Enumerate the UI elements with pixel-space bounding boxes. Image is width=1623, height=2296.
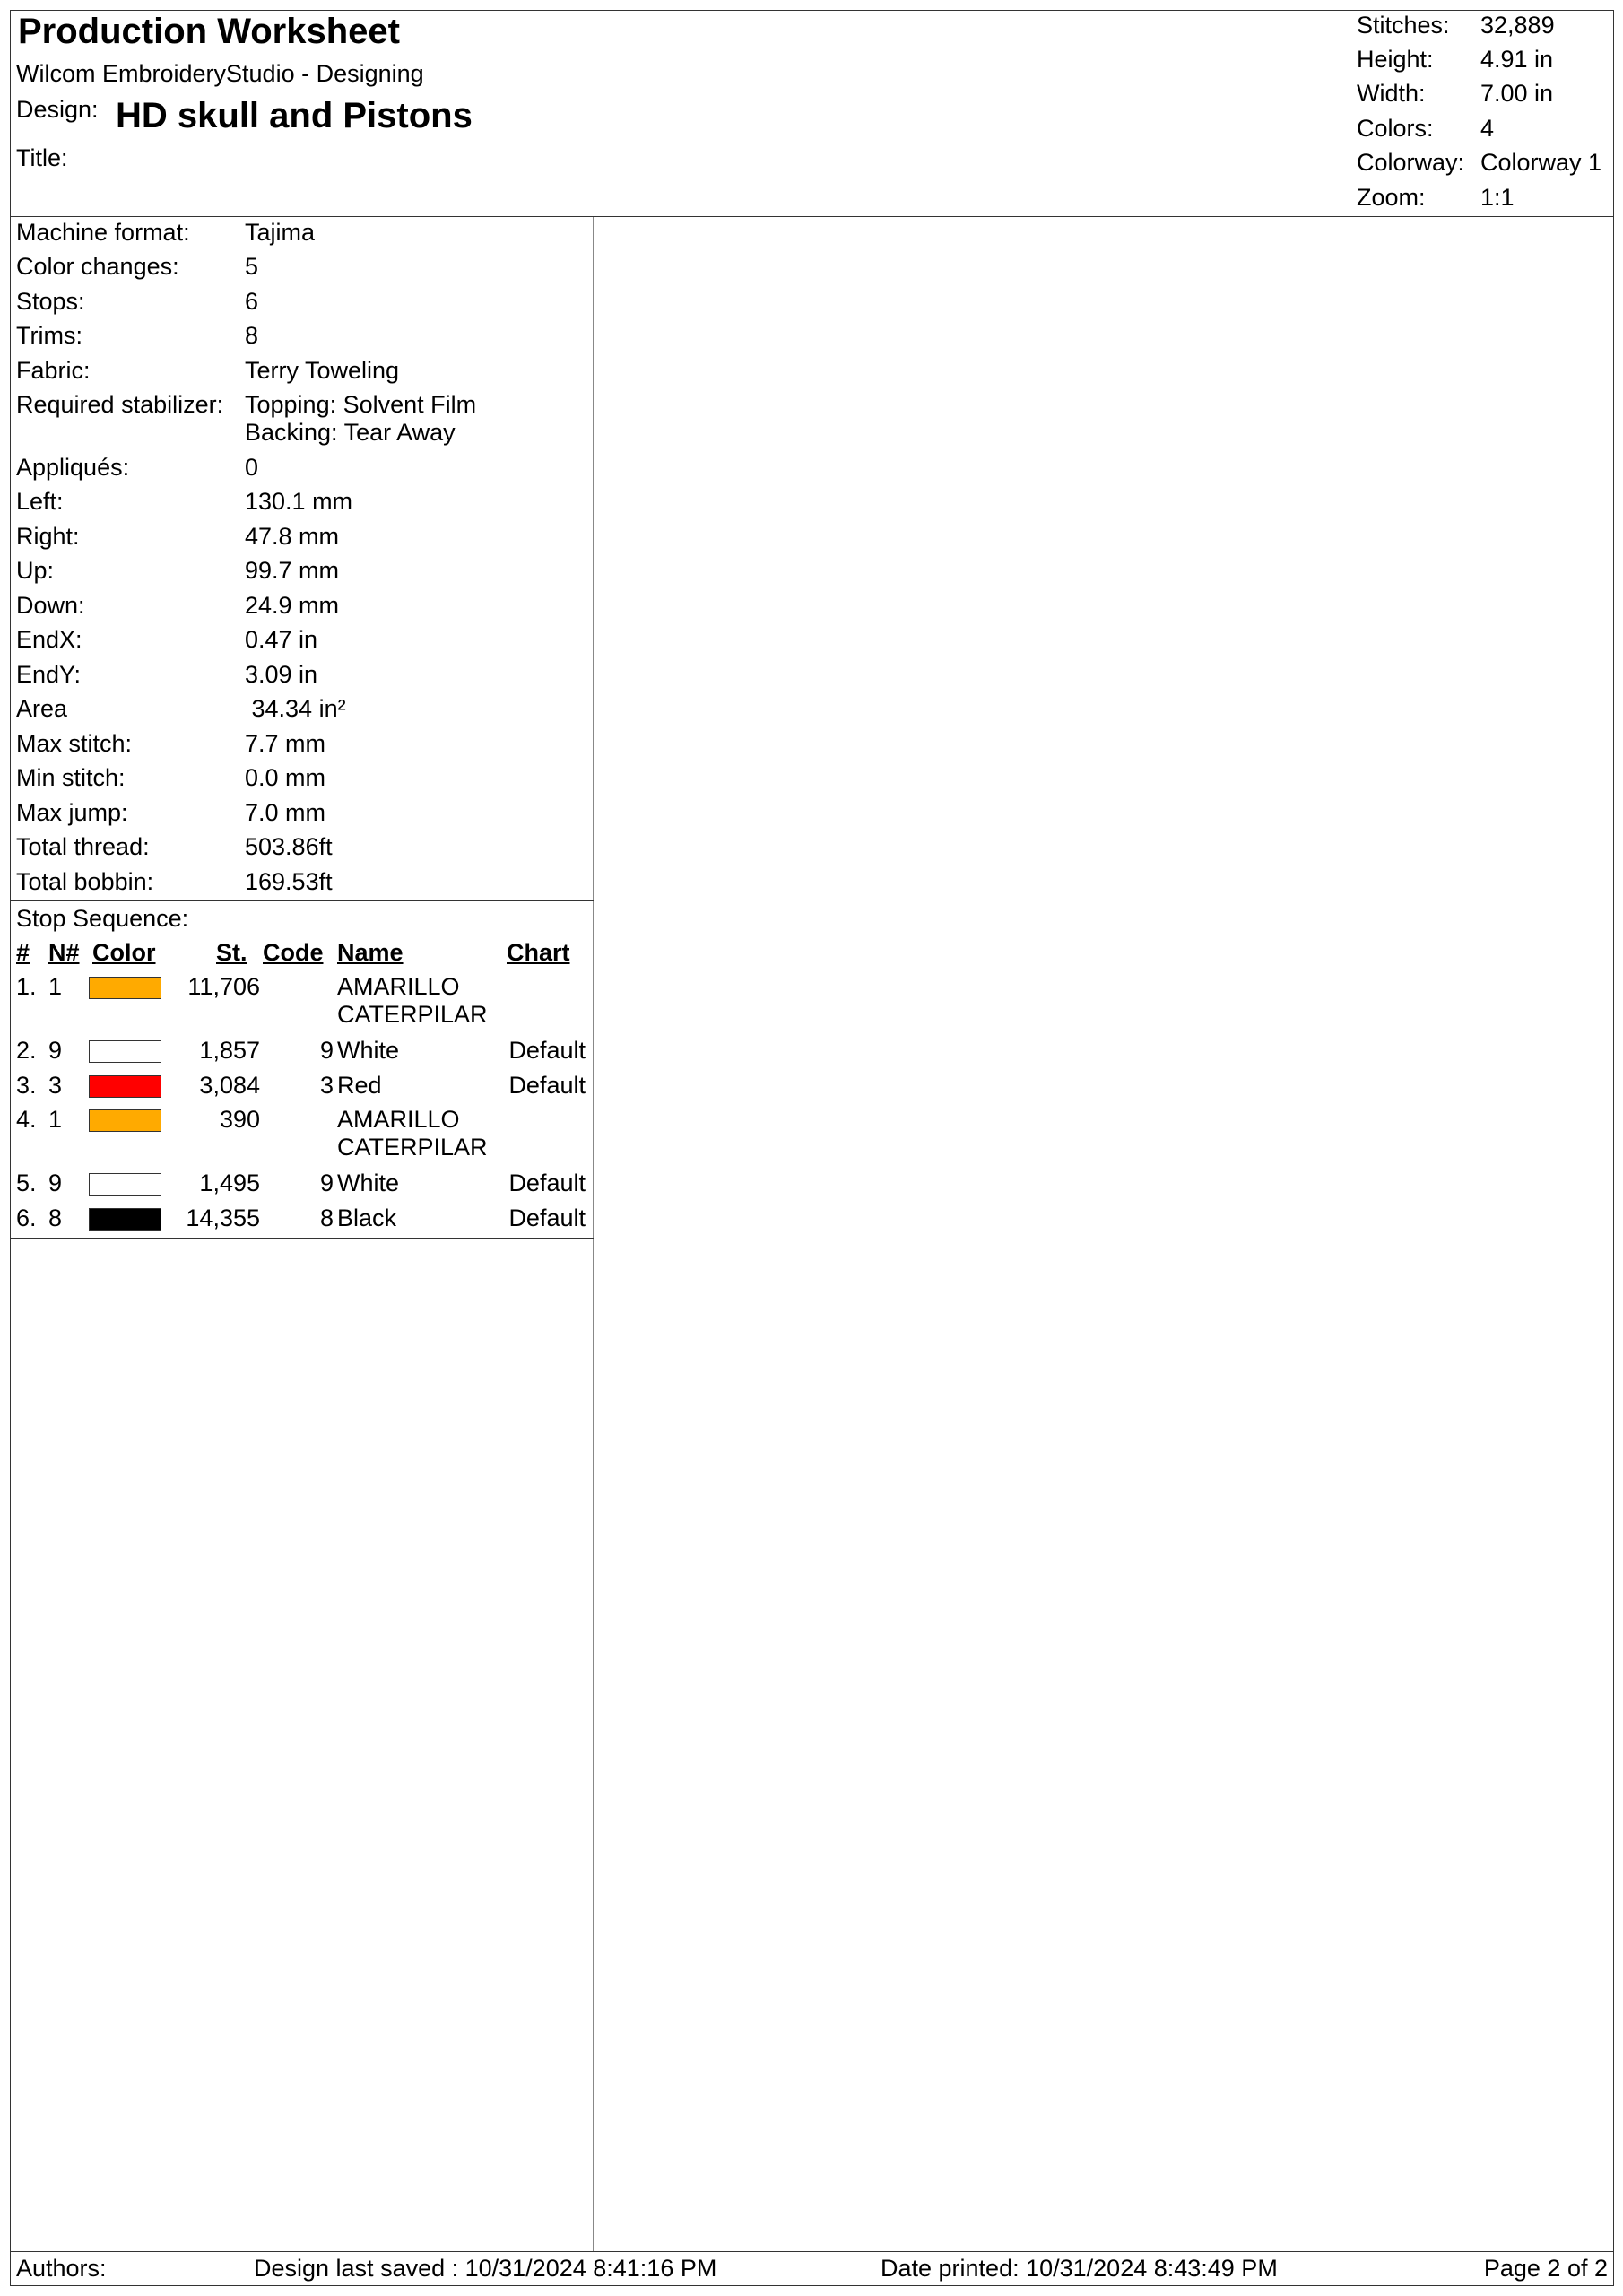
stat-label: Height: bbox=[1357, 46, 1434, 73]
prop-value: 503.86ft bbox=[245, 833, 333, 860]
stop-number: 5. bbox=[16, 1170, 37, 1196]
thread-name-line2: CATERPILAR bbox=[337, 1001, 488, 1028]
needle-number: 9 bbox=[48, 1170, 63, 1196]
stitch-count: 14,355 bbox=[186, 1205, 260, 1231]
stat-value: Colorway 1 bbox=[1480, 149, 1602, 176]
stat-label: Colors: bbox=[1357, 115, 1434, 142]
page-title: Production Worksheet bbox=[18, 12, 400, 51]
stat-label: Zoom: bbox=[1357, 184, 1426, 211]
prop-label: Color changes: bbox=[16, 253, 179, 280]
stop-number: 1. bbox=[16, 973, 37, 1000]
col-header-name: Name bbox=[337, 939, 404, 966]
title-label: Title: bbox=[16, 144, 68, 171]
thread-code: 8 bbox=[319, 1205, 334, 1231]
stop-number: 3. bbox=[16, 1072, 37, 1099]
stat-value: 1:1 bbox=[1480, 184, 1515, 211]
stat-value: 4 bbox=[1480, 115, 1495, 142]
thread-code: 3 bbox=[319, 1072, 334, 1099]
prop-value: 99.7 mm bbox=[245, 557, 340, 584]
worksheet-header bbox=[10, 10, 1614, 217]
thread-chart: Default bbox=[508, 1205, 586, 1231]
design-label: Design: bbox=[16, 96, 99, 123]
prop-value: 5 bbox=[245, 253, 259, 280]
thread-chart: Default bbox=[508, 1037, 586, 1064]
stat-zoom bbox=[1350, 182, 1615, 216]
prop-value: 3.09 in bbox=[245, 661, 318, 688]
prop-label: Area bbox=[16, 695, 68, 722]
stitch-count: 1,495 bbox=[199, 1170, 260, 1196]
thread-name: AMARILLO bbox=[337, 1106, 460, 1133]
col-header-stitches: St. bbox=[216, 939, 247, 966]
stitch-count: 11,706 bbox=[187, 973, 260, 1000]
stat-label: Colorway: bbox=[1357, 149, 1465, 176]
col-header-needle: N# bbox=[48, 939, 80, 966]
thread-chart: Default bbox=[508, 1072, 586, 1099]
prop-label: Total thread: bbox=[16, 833, 150, 860]
stop-sequence-title: Stop Sequence: bbox=[16, 905, 189, 932]
stitch-count: 390 bbox=[219, 1106, 260, 1133]
col-header-chart: Chart bbox=[507, 939, 570, 966]
prop-value: 0.47 in bbox=[245, 626, 318, 653]
prop-value: 8 bbox=[245, 322, 259, 349]
stat-value: 7.00 in bbox=[1480, 80, 1554, 107]
design-name: HD skull and Pistons bbox=[116, 96, 473, 135]
stat-label: Width: bbox=[1357, 80, 1426, 107]
col-header-code: Code bbox=[263, 939, 324, 966]
prop-label: Right: bbox=[16, 523, 80, 550]
stat-value: 4.91 in bbox=[1480, 46, 1554, 73]
thread-name: AMARILLO bbox=[337, 973, 460, 1000]
date-printed: Date printed: 10/31/2024 8:43:49 PM bbox=[881, 2255, 1278, 2282]
last-saved: Design last saved : 10/31/2024 8:41:16 PM bbox=[254, 2255, 717, 2282]
thread-name: White bbox=[337, 1170, 400, 1196]
prop-label: Machine format: bbox=[16, 219, 190, 246]
prop-label: Appliqués: bbox=[16, 454, 130, 481]
prop-value: 7.7 mm bbox=[245, 730, 326, 757]
prop-value: Tajima bbox=[245, 219, 316, 246]
prop-label: Left: bbox=[16, 488, 64, 515]
prop-label: Required stabilizer: bbox=[16, 391, 224, 418]
prop-value: 34.34 in² bbox=[245, 695, 346, 722]
prop-value-secondary: Backing: Tear Away bbox=[245, 419, 456, 446]
prop-label: Max stitch: bbox=[16, 730, 133, 757]
stat-value: 32,889 bbox=[1480, 12, 1555, 39]
prop-label: Fabric: bbox=[16, 357, 91, 384]
color-swatch bbox=[89, 1208, 161, 1231]
needle-number: 1 bbox=[48, 973, 63, 1000]
stat-label: Stitches: bbox=[1357, 12, 1450, 39]
machine-properties bbox=[10, 217, 594, 901]
color-swatch bbox=[89, 1173, 161, 1196]
details-column bbox=[10, 217, 594, 2251]
needle-number: 9 bbox=[48, 1037, 63, 1064]
thread-name: White bbox=[337, 1037, 400, 1064]
prop-value: 6 bbox=[245, 288, 259, 315]
prop-label: Stops: bbox=[16, 288, 85, 315]
prop-label: Max jump: bbox=[16, 799, 128, 826]
prop-value: 47.8 mm bbox=[245, 523, 340, 550]
prop-label: EndY: bbox=[16, 661, 82, 688]
color-swatch bbox=[89, 977, 161, 999]
color-swatch bbox=[89, 1040, 161, 1063]
prop-value: Terry Toweling bbox=[245, 357, 400, 384]
needle-number: 3 bbox=[48, 1072, 63, 1099]
stitch-count: 3,084 bbox=[199, 1072, 260, 1099]
color-swatch bbox=[89, 1109, 161, 1132]
prop-value: Topping: Solvent Film bbox=[245, 391, 477, 418]
stop-number: 2. bbox=[16, 1037, 37, 1064]
prop-value: 24.9 mm bbox=[245, 592, 340, 619]
stat-colorway bbox=[1350, 147, 1615, 181]
prop-label: Up: bbox=[16, 557, 55, 584]
stat-height bbox=[1350, 44, 1615, 78]
thread-name-line2: CATERPILAR bbox=[337, 1134, 488, 1161]
needle-number: 8 bbox=[48, 1205, 63, 1231]
needle-number: 1 bbox=[48, 1106, 63, 1133]
stop-number: 4. bbox=[16, 1106, 37, 1133]
stop-sequence-table bbox=[10, 901, 594, 1239]
thread-code: 9 bbox=[319, 1170, 334, 1196]
stop-number: 6. bbox=[16, 1205, 37, 1231]
prop-value: 130.1 mm bbox=[245, 488, 353, 515]
prop-label: Min stitch: bbox=[16, 764, 126, 791]
thread-name: Black bbox=[337, 1205, 397, 1231]
stitch-count: 1,857 bbox=[199, 1037, 260, 1064]
prop-value: 169.53ft bbox=[245, 868, 333, 895]
col-header-num: # bbox=[16, 939, 30, 966]
prop-label: EndX: bbox=[16, 626, 82, 653]
prop-label: Total bobbin: bbox=[16, 868, 154, 895]
authors-label: Authors: bbox=[16, 2255, 107, 2282]
design-stats bbox=[1350, 10, 1614, 217]
worksheet-footer bbox=[10, 2251, 1614, 2286]
prop-label: Trims: bbox=[16, 322, 82, 349]
thread-code: 9 bbox=[319, 1037, 334, 1064]
stat-colors bbox=[1350, 113, 1615, 147]
col-header-color: Color bbox=[92, 939, 156, 966]
prop-value: 0.0 mm bbox=[245, 764, 326, 791]
prop-label: Down: bbox=[16, 592, 85, 619]
prop-value: 7.0 mm bbox=[245, 799, 326, 826]
thread-chart: Default bbox=[508, 1170, 586, 1196]
app-name: Wilcom EmbroideryStudio - Designing bbox=[16, 60, 424, 87]
prop-value: 0 bbox=[245, 454, 259, 481]
page-number: Page 2 of 2 bbox=[1483, 2255, 1608, 2282]
thread-name: Red bbox=[337, 1072, 382, 1099]
color-swatch bbox=[89, 1075, 161, 1098]
stat-width bbox=[1350, 78, 1615, 112]
design-preview-area bbox=[594, 217, 1614, 2251]
stat-stitches bbox=[1350, 10, 1615, 44]
